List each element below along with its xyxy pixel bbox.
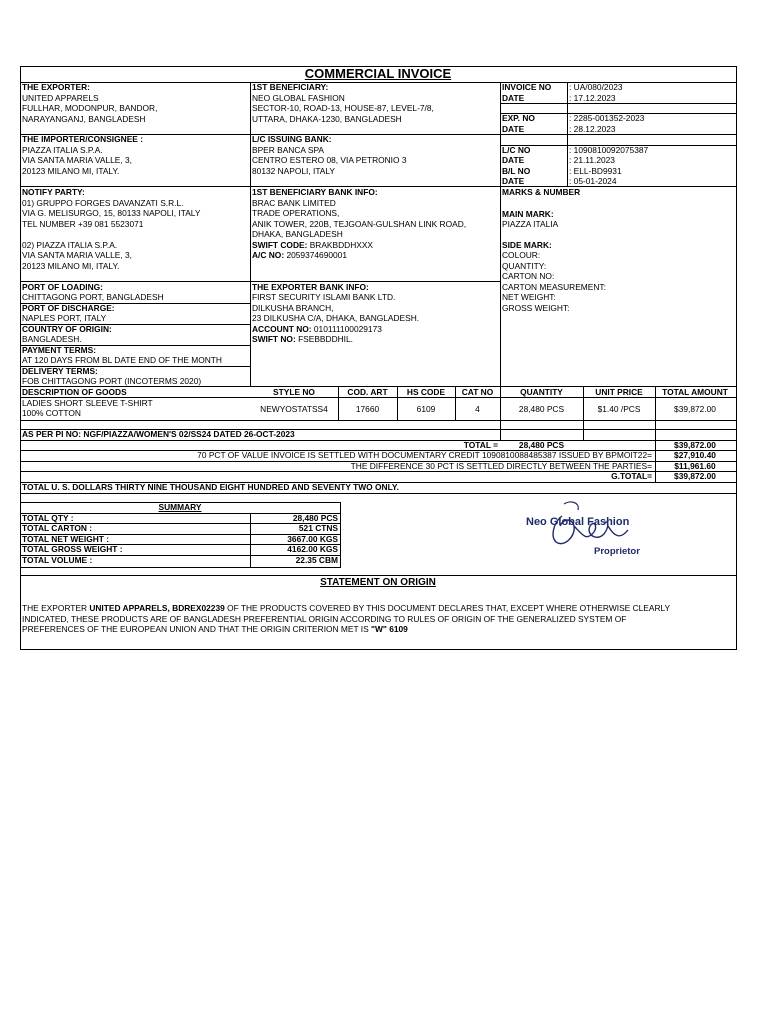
notify-line: 01) GRUPPO FORGES DAVANZATI S.R.L. <box>22 198 184 208</box>
statement-line-3: PREFERENCES OF THE EUROPEAN UNION AND THAT THE ORIGIN CRITERION MET IS "W" 6109 <box>22 624 408 634</box>
payment-value: AT 120 DAYS FROM BL DATE END OF THE MONTH <box>22 355 222 365</box>
side-mark-line: CARTON MEASUREMENT: <box>502 282 606 292</box>
importer-line: 20123 MILANO MI, ITALY. <box>22 166 120 176</box>
notify-line: VIA G. MELISURGO, 15, 80133 NAPOLI, ITALY <box>22 208 201 218</box>
lc-no-label: L/C NO <box>502 145 531 155</box>
loading-label: PORT OF LOADING: <box>22 282 103 292</box>
goods-header: CAT NO <box>461 387 494 397</box>
beneficiary-line: SECTOR-10, ROAD-13, HOUSE-87, LEVEL-7/8, <box>252 103 434 113</box>
statement-line-2: INDICATED, THESE PRODUCTS ARE OF BANGLADESH PREFERENTIAL ORIGIN ACCORDING TO RULES OF ORIGIN OF THE GENERALIZED SYSTEM OF <box>22 614 627 624</box>
signature-company: Neo Global Fashion <box>526 516 630 528</box>
main-mark-label: MAIN MARK: <box>502 209 554 219</box>
goods-qty: 28,480 PCS <box>518 404 565 414</box>
goods-desc: 100% COTTON <box>22 408 81 418</box>
exp-bank-line: 23 DILKUSHA C/A, DHAKA, BANGLADESH. <box>252 313 420 323</box>
ben-bank-line: TRADE OPERATIONS, <box>252 208 340 218</box>
goods-header: HS CODE <box>406 387 446 397</box>
difference-amount: $11,961.60 <box>674 461 716 471</box>
summary-value: 3667.00 KGS <box>287 534 338 544</box>
lc-settlement-amount: $27,910.40 <box>674 450 716 460</box>
grand-total-value: $39,872.00 <box>674 471 716 481</box>
summary-value: 4162.00 KGS <box>287 544 338 554</box>
ben-bank-swift: SWIFT CODE: BRAKBDDHXXX <box>252 240 373 250</box>
exp-bank-label: THE EXPORTER BANK INFO: <box>252 282 369 292</box>
side-mark-line: GROSS WEIGHT: <box>502 303 570 313</box>
summary-value: 521 CTNS <box>298 523 338 533</box>
notify-label: NOTIFY PARTY: <box>22 187 85 197</box>
divider <box>500 103 736 104</box>
lc-bank-line: CENTRO ESTERO 08, VIA PETRONIO 3 <box>252 155 407 165</box>
goods-desc: LADIES SHORT SLEEVE T-SHIRT <box>22 398 153 408</box>
invoice-date-value: : 17.12.2023 <box>569 93 616 103</box>
exp-no-value: : 2285-001352-2023 <box>569 113 645 123</box>
main-mark-value: PIAZZA ITALIA <box>502 219 559 229</box>
exporter-line: NARAYANGANJ, BANGLADESH <box>22 114 146 124</box>
importer-line: VIA SANTA MARIA VALLE, 3, <box>22 155 133 165</box>
goods-price: $1.40 /PCS <box>597 404 641 414</box>
exporter-label: THE EXPORTER: <box>22 82 90 92</box>
pi-reference: AS PER PI NO: NGF/PIAZZA/WOMEN'S 02/SS24 DATED 26-OCT-2023 <box>22 429 295 439</box>
goods-style: NEWYOSTATSS4 <box>260 404 328 414</box>
side-mark-line: CARTON NO: <box>502 271 555 281</box>
ben-bank-line: BRAC BANK LIMITED <box>252 198 336 208</box>
side-mark-line: QUANTITY: <box>502 261 547 271</box>
goods-header: QUANTITY <box>520 387 563 397</box>
exp-date-value: : 28.12.2023 <box>569 124 616 134</box>
delivery-label: DELIVERY TERMS: <box>22 366 98 376</box>
grand-total-label: G.TOTAL= <box>611 471 652 481</box>
goods-header: TOTAL AMOUNT <box>662 387 728 397</box>
lc-no-value: : 1090810092075387 <box>569 145 649 155</box>
origin-value: BANGLADESH. <box>22 334 82 344</box>
marks-label: MARKS & NUMBER <box>502 187 581 197</box>
ben-bank-line: ANIK TOWER, 220B, TEJGOAN-GULSHAN LINK ROAD, <box>252 219 467 229</box>
lc-bank-line: 80132 NAPOLI, ITALY <box>252 166 336 176</box>
divider <box>20 186 736 187</box>
statement-line-1: THE EXPORTER UNITED APPARELS, BDREX02239 OF THE PRODUCTS COVERED BY THIS DOCUMENT DECLARES THAT, EXCEPT WHERE OTHERWISE CLEARLY <box>22 603 671 613</box>
amount-in-words: TOTAL U. S. DOLLARS THIRTY NINE THOUSAND EIGHT HUNDRED AND SEVENTY TWO ONLY. <box>22 482 399 492</box>
signature-title: Proprietor <box>594 546 640 557</box>
divider <box>20 420 736 421</box>
exp-bank-line: FIRST SECURITY ISLAMI BANK LTD. <box>252 292 396 302</box>
beneficiary-label: 1ST BENEFICIARY: <box>252 82 329 92</box>
difference-text: THE DIFFERENCE 30 PCT IS SETTLED DIRECTLY BETWEEN THE PARTIES= <box>350 461 652 471</box>
lc-bank-line: BPER BANCA SPA <box>252 145 324 155</box>
divider <box>500 82 501 386</box>
lc-date-value: : 21.11.2023 <box>569 155 615 165</box>
goods-amount: $39,872.00 <box>674 404 716 414</box>
summary-title: SUMMARY <box>158 502 202 512</box>
delivery-value: FOB CHITTAGONG PORT (INCOTERMS 2020) <box>22 376 202 386</box>
summary-label: TOTAL CARTON : <box>22 523 93 533</box>
lc-date-label: DATE <box>502 155 525 165</box>
divider <box>250 82 251 386</box>
payment-label: PAYMENT TERMS: <box>22 345 96 355</box>
summary-label: TOTAL VOLUME : <box>22 555 93 565</box>
page-title: COMMERCIAL INVOICE <box>304 66 452 81</box>
bl-date-label: DATE <box>502 176 525 186</box>
notify-line: 20123 MILANO MI, ITALY. <box>22 261 120 271</box>
exp-bank-swift: SWIFT NO: FSEBBDDHIL. <box>252 334 353 344</box>
goods-cod: 17660 <box>355 404 380 414</box>
summary-label: TOTAL GROSS WEIGHT : <box>22 544 123 554</box>
summary-value: 28,480 PCS <box>292 513 338 523</box>
total-amount: $39,872.00 <box>674 440 716 450</box>
beneficiary-line: UTTARA, DHAKA-1230, BANGLADESH <box>252 114 402 124</box>
goods-header: COD. ART <box>347 387 388 397</box>
side-mark-line: NET WEIGHT: <box>502 292 556 302</box>
lc-settlement-text: 70 PCT OF VALUE INVOICE IS SETTLED WITH DOCUMENTARY CREDIT 1090810088485387 ISSUED BY BPMOIT22= <box>197 450 652 460</box>
ben-bank-line: DHAKA, BANGLADESH <box>252 229 343 239</box>
summary-value: 22.35 CBM <box>295 555 338 565</box>
summary-label: TOTAL NET WEIGHT : <box>22 534 109 544</box>
exporter-line: FULLHAR, MODONPUR, BANDOR, <box>22 103 158 113</box>
lc-bank-label: L/C ISSUING BANK: <box>252 134 332 144</box>
notify-line: 02) PIAZZA ITALIA S.P.A. <box>22 240 118 250</box>
importer-label: THE IMPORTER/CONSIGNEE : <box>22 134 143 144</box>
summary-label: TOTAL QTY : <box>22 513 74 523</box>
side-mark-line: COLOUR: <box>502 250 541 260</box>
divider <box>20 493 736 494</box>
exp-bank-line: DILKUSHA BRANCH, <box>252 303 334 313</box>
bl-no-value: : ELL-BD9931 <box>569 166 622 176</box>
ben-bank-label: 1ST BENEFICIARY BANK INFO: <box>252 187 378 197</box>
invoice-no-value: : UA/080/2023 <box>569 82 623 92</box>
goods-header: UNIT PRICE <box>595 387 643 397</box>
goods-header: STYLE NO <box>273 387 315 397</box>
discharge-label: PORT OF DISCHARGE: <box>22 303 115 313</box>
goods-hs: 6109 <box>416 404 436 414</box>
origin-label: COUNTRY OF ORIGIN: <box>22 324 112 334</box>
total-label: TOTAL = <box>463 440 498 450</box>
exp-no-label: EXP. NO <box>502 113 535 123</box>
divider <box>20 82 736 83</box>
bl-date-value: : 05-01-2024 <box>569 176 617 186</box>
exp-date-label: DATE <box>502 124 525 134</box>
divider <box>567 82 568 186</box>
bl-no-label: B/L NO <box>502 166 531 176</box>
notify-line: VIA SANTA MARIA VALLE, 3, <box>22 250 133 260</box>
importer-line: PIAZZA ITALIA S.P.A. <box>22 145 103 155</box>
loading-value: CHITTAGONG PORT, BANGLADESH <box>22 292 164 302</box>
divider <box>250 513 251 567</box>
side-mark-label: SIDE MARK: <box>502 240 552 250</box>
goods-cat: 4 <box>475 404 480 414</box>
invoice-date-label: DATE <box>502 93 525 103</box>
discharge-value: NAPLES PORT, ITALY <box>22 313 107 323</box>
beneficiary-line: NEO GLOBAL FASHION <box>252 93 345 103</box>
notify-line: TEL NUMBER +39 081 5523071 <box>22 219 144 229</box>
ben-bank-ac: A/C NO: 2059374690001 <box>252 250 347 260</box>
exporter-line: UNITED APPARELS <box>22 93 99 103</box>
exp-bank-account: ACCOUNT NO: 010111100029173 <box>252 324 382 334</box>
statement-title: STATEMENT ON ORIGIN <box>320 577 436 588</box>
goods-header: DESCRIPTION OF GOODS <box>22 387 127 397</box>
total-qty: 28,480 PCS <box>518 440 565 450</box>
signature-stamp <box>524 496 664 558</box>
invoice-no-label: INVOICE NO <box>502 82 552 92</box>
